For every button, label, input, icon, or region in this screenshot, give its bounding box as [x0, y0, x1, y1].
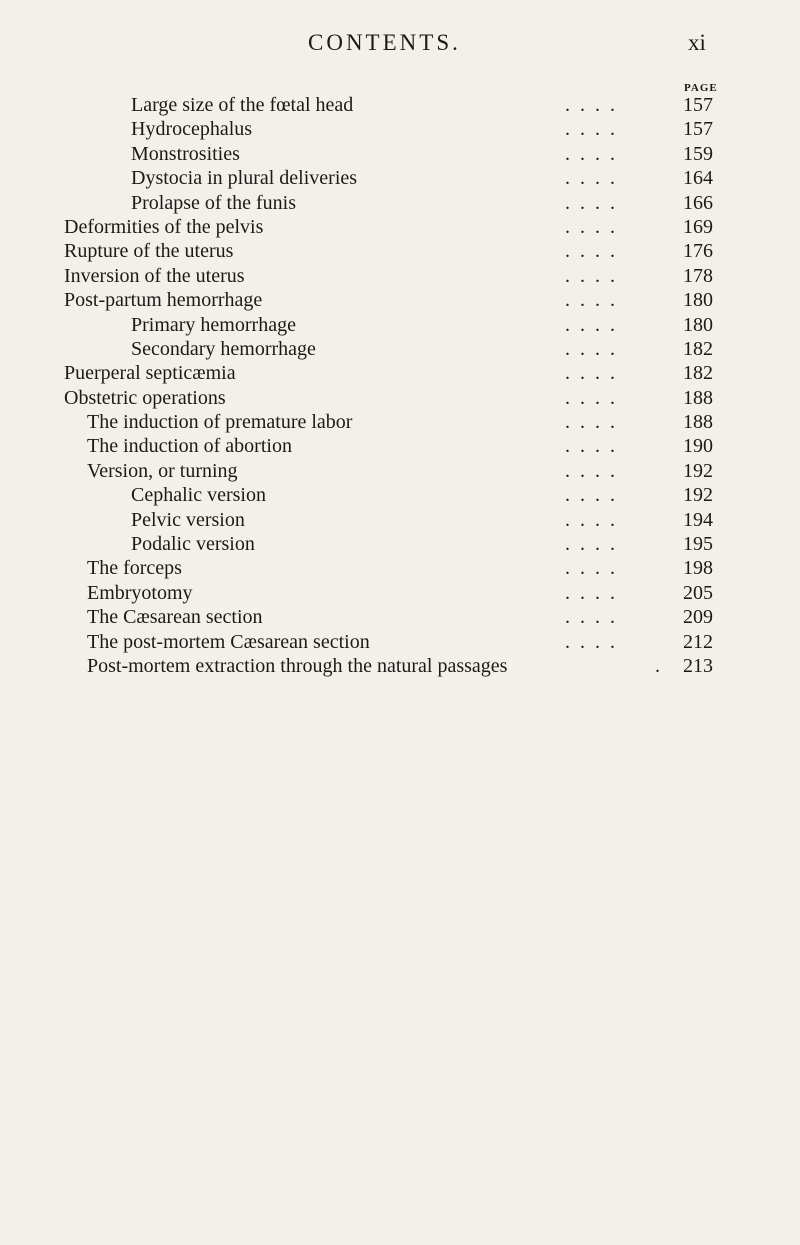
leader-dots: . . . .	[560, 411, 615, 434]
leader-dots: . . . .	[560, 215, 615, 238]
toc-entry-page: 212	[683, 630, 713, 653]
leader-dots: . . . .	[560, 313, 615, 336]
leader-dots: . . . .	[560, 459, 615, 482]
toc-entry	[0, 337, 800, 361]
toc-entry	[0, 361, 800, 385]
toc-entry-page: 157	[683, 118, 713, 141]
toc-entry-title: The Cæsarean section	[87, 606, 263, 629]
toc-entry-page: 190	[683, 435, 713, 458]
toc-entry-page: 164	[683, 167, 713, 190]
toc-entry-page: 178	[683, 264, 713, 287]
toc-entry-page: 188	[683, 411, 713, 434]
toc-entry-page: 180	[683, 313, 713, 336]
page-column-label: PAGE	[684, 82, 718, 94]
toc-entry-page: 213	[683, 654, 713, 677]
leader-dots: . . . .	[560, 386, 615, 409]
toc-entry	[0, 142, 800, 166]
leader-dots: . . . .	[560, 557, 615, 580]
leader-dots: . . . .	[560, 362, 615, 385]
toc-entry-title: The induction of abortion	[87, 435, 292, 458]
page-title: CONTENTS.	[308, 30, 461, 55]
toc-entry	[0, 93, 800, 117]
toc-entry	[0, 166, 800, 190]
toc-entry-title: Dystocia in plural deliveries	[131, 167, 358, 190]
toc-entry-title: Podalic version	[131, 533, 255, 556]
leader-dots: . . . .	[560, 264, 615, 287]
toc-entry-title: Deformities of the pelvis	[64, 215, 264, 238]
toc-entry-page: 188	[683, 386, 713, 409]
toc-entry-title: The post-mortem Cæsarean section	[87, 630, 370, 653]
leader-dots: . . . .	[560, 289, 615, 312]
leader-dots: . . . .	[560, 191, 615, 214]
toc-entry-page: 194	[683, 508, 713, 531]
toc-entry-page: 192	[683, 484, 713, 507]
toc-entry-page: 157	[683, 94, 713, 116]
toc-entry-page: 180	[683, 289, 713, 312]
toc-entry	[0, 605, 800, 629]
page-number: xi	[688, 30, 706, 55]
leader-dots: . . . .	[560, 606, 615, 629]
toc-entry-page: 169	[683, 215, 713, 238]
toc-entry	[0, 288, 800, 312]
toc-entry-title: Version, or turning	[87, 459, 238, 482]
toc-entry	[0, 117, 800, 141]
toc-entry	[0, 459, 800, 483]
leader-dots: . . . .	[560, 484, 615, 507]
toc-entry-title: Post-partum hemorrhage	[64, 289, 263, 312]
toc-entry	[0, 239, 800, 263]
leader-dots: . . . .	[560, 508, 615, 531]
toc-entry-title: Monstrosities	[131, 142, 240, 165]
page-header	[0, 22, 800, 56]
toc-entry-title: Large size of the fœtal head	[131, 94, 354, 116]
toc-entry	[0, 630, 800, 654]
toc-entry-title: Post-mortem extraction through the natural passages	[87, 654, 508, 677]
toc-entry	[0, 264, 800, 288]
toc-entry-title: Puerperal septicæmia	[64, 362, 236, 385]
table-of-contents	[0, 93, 800, 678]
toc-entry	[0, 386, 800, 410]
toc-entry	[0, 191, 800, 215]
toc-entry-page: 166	[683, 191, 713, 214]
leader-dots: . . . .	[560, 240, 615, 263]
leader-dots: . . . .	[560, 118, 615, 141]
toc-entry-title: Cephalic version	[131, 484, 266, 507]
toc-entry-title: Secondary hemorrhage	[131, 337, 316, 360]
toc-entry-title: Obstetric operations	[64, 386, 226, 409]
toc-entry-page: 198	[683, 557, 713, 580]
toc-entry	[0, 215, 800, 239]
toc-entry-page: 195	[683, 533, 713, 556]
toc-entry-title: The forceps	[87, 557, 182, 580]
toc-entry-page: 205	[683, 581, 713, 604]
toc-entry-page: 176	[683, 240, 713, 263]
leader-dots: . . . .	[560, 630, 615, 653]
toc-entry	[0, 654, 800, 678]
toc-entry-title: Primary hemorrhage	[131, 313, 296, 336]
toc-entry-page: 182	[683, 337, 713, 360]
toc-entry-title: Embryotomy	[87, 581, 193, 604]
toc-entry-title: Prolapse of the funis	[131, 191, 296, 214]
leader-dots: . . . .	[560, 94, 615, 116]
toc-entry	[0, 434, 800, 458]
toc-entry	[0, 532, 800, 556]
leader-dots: . . . .	[560, 435, 615, 458]
leader-dots: . . . .	[560, 533, 615, 556]
leader-dots: .	[650, 654, 660, 677]
toc-entry-page: 209	[683, 606, 713, 629]
toc-entry	[0, 508, 800, 532]
toc-entry-title: Rupture of the uterus	[64, 240, 234, 263]
toc-entry-title: Inversion of the uterus	[64, 264, 245, 287]
leader-dots: . . . .	[560, 142, 615, 165]
toc-entry-title: The induction of premature labor	[87, 411, 353, 434]
toc-entry	[0, 313, 800, 337]
toc-entry	[0, 556, 800, 580]
leader-dots: . . . .	[560, 337, 615, 360]
toc-entry	[0, 581, 800, 605]
toc-entry-page: 192	[683, 459, 713, 482]
toc-entry-title: Hydrocephalus	[131, 118, 253, 141]
toc-entry	[0, 483, 800, 507]
toc-entry-page: 159	[683, 142, 713, 165]
toc-entry-title: Pelvic version	[131, 508, 245, 531]
leader-dots: . . . .	[560, 167, 615, 190]
toc-entry	[0, 410, 800, 434]
leader-dots: . . . .	[560, 581, 615, 604]
toc-entry-page: 182	[683, 362, 713, 385]
